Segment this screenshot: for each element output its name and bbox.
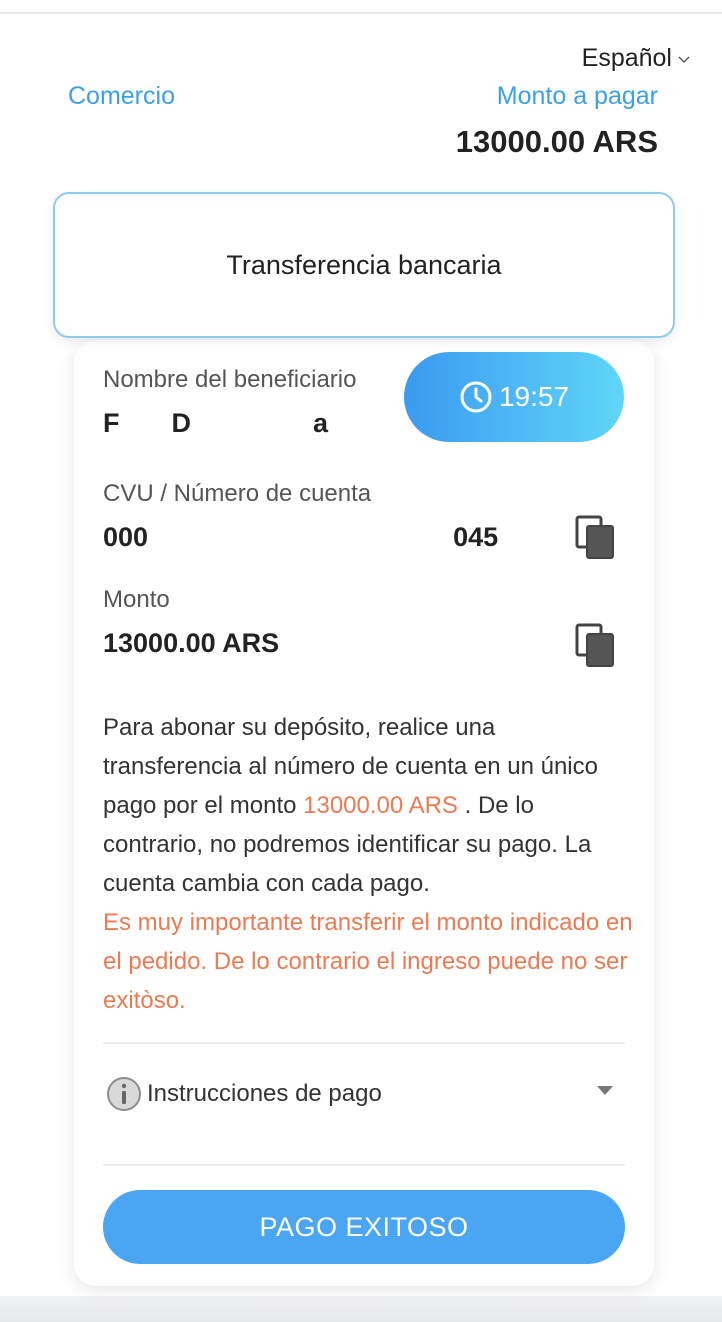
highlight-amount: 13000.00 ARS xyxy=(303,792,458,819)
amount-label: Monto xyxy=(103,586,170,613)
payment-method-label: Transferencia bancaria xyxy=(226,249,502,280)
timer-value: 19:57 xyxy=(498,381,570,412)
instructions-toggle[interactable] xyxy=(103,1070,625,1170)
clock-icon xyxy=(459,380,493,414)
payment-description: Para abonar su depósito, realice una transferencia al número de cuenta en un único pago por el monto 13000.00 ARS . De lo contrario, no podremos identificar su pago. La cuenta cambia con cada pago. Es muy importante transferir el monto indicado en el pedido. De lo contrario el ingreso puede no ser exitòso. xyxy=(103,714,633,1014)
amount-to-pay-label: Monto a pagar xyxy=(496,82,658,110)
chevron-down-icon xyxy=(678,53,690,65)
payment-method-tab[interactable] xyxy=(53,192,675,338)
bottom-shadow xyxy=(0,1296,722,1322)
copy-account-icon[interactable] xyxy=(574,514,618,562)
beneficiary-label: Nombre del beneficiario xyxy=(103,366,357,393)
copy-amount-icon[interactable] xyxy=(574,622,618,670)
warning-text: Es muy importante transferir el monto indicado en el pedido. De lo contrario el ingreso puede no ser exitòso. xyxy=(103,909,633,1014)
merchant-label: Comercio xyxy=(68,82,175,110)
countdown-timer xyxy=(404,352,624,442)
language-label: Español xyxy=(581,44,672,72)
divider xyxy=(103,1164,625,1166)
amount-to-pay-value: 13000.00 ARS xyxy=(455,124,658,159)
beneficiary-value: F D a xyxy=(103,408,331,438)
instructions-label: Instrucciones de pago xyxy=(147,1080,382,1107)
account-value: 000 045 xyxy=(103,522,499,552)
payment-success-button[interactable]: PAGO EXITOSO xyxy=(103,1190,625,1264)
top-rule xyxy=(0,0,722,14)
payment-details-card xyxy=(74,340,654,1286)
language-selector[interactable] xyxy=(582,44,690,73)
divider xyxy=(103,1042,625,1044)
info-icon xyxy=(106,1076,142,1112)
amount-value: 13000.00 ARS xyxy=(103,628,280,658)
caret-down-icon xyxy=(597,1086,613,1096)
account-label: CVU / Número de cuenta xyxy=(103,480,372,507)
